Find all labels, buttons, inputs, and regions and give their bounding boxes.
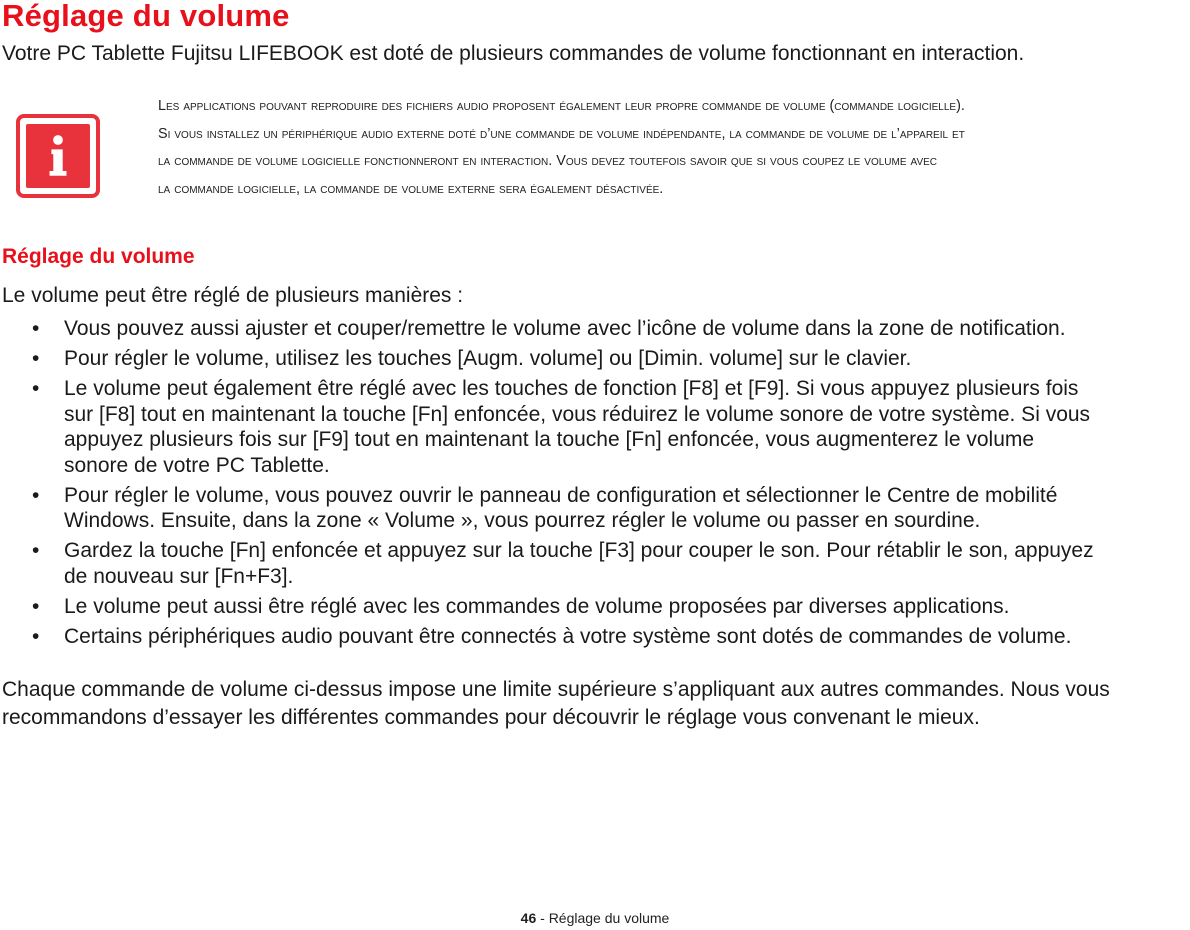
bullet-list	[0, 316, 1190, 654]
closing-line: Chaque commande de volume ci-dessus impose une limite supérieure s’appliquant aux autres commandes. Nous vous	[2, 678, 1110, 701]
info-icon	[16, 114, 100, 198]
bullet-line: appuyez plusieurs fois sur [F9] tout en maintenant la touche [Fn] enfoncée, vous augmenterez le volume	[64, 428, 1035, 451]
bullet-item	[0, 594, 1190, 620]
closing-line: recommandons d’essayer les différentes commandes pour découvrir le réglage vous convenant le mieux.	[2, 706, 980, 729]
bullet-icon: •	[32, 594, 40, 618]
note-text	[158, 93, 1182, 203]
section-heading: Réglage du volume	[2, 245, 195, 268]
bullet-line: sur [F8] tout en maintenant la touche [Fn] enfoncée, vous réduirez le volume sonore de votre système. Si vous	[64, 402, 1091, 426]
note-line: la commande logicielle, la commande de volume externe sera également désactivée.	[158, 180, 664, 197]
bullet-icon: •	[32, 317, 40, 340]
bullet-line: Vous pouvez aussi ajuster et couper/remettre le volume avec l’icône de volume dans la zone de notification.	[64, 317, 1066, 340]
bullet-line: Pour régler le volume, utilisez les touches [Augm. volume] ou [Dimin. volume] sur le clavier.	[64, 347, 912, 370]
footer-section-title: Réglage du volume	[548, 910, 670, 926]
footer-separator: -	[536, 910, 549, 926]
bullet-item	[0, 346, 1190, 372]
bullet-line: Gardez la touche [Fn] enfoncée et appuyez sur la touche [F3] pour couper le son. Pour rétablir le son, appuyez	[64, 539, 1094, 562]
bullet-item	[0, 376, 1190, 478]
closing-paragraph	[2, 676, 1110, 732]
note-line: la commande de volume logicielle fonctionneront en interaction. Vous devez toutefois savoir que si vous coupez le volume avec	[158, 153, 938, 169]
bullet-line: Certains périphériques audio pouvant être connectés à votre système sont dotés de commandes de volume.	[64, 624, 1072, 648]
bullet-line: Le volume peut aussi être réglé avec les commandes de volume proposées par diverses applications.	[64, 594, 1010, 618]
page-footer	[0, 909, 1190, 927]
lead-paragraph: Le volume peut être réglé de plusieurs manières :	[2, 284, 464, 307]
page-title: Réglage du volume	[2, 0, 290, 33]
bullet-item	[0, 624, 1190, 650]
bullet-line: Windows. Ensuite, dans la zone « Volume », vous pourrez régler le volume ou passer en sourdine.	[64, 509, 981, 532]
bullet-icon: •	[32, 377, 40, 400]
page-number: 46	[520, 910, 537, 926]
bullet-line: sonore de votre PC Tablette.	[64, 453, 330, 477]
note-line: Si vous installez un périphérique audio externe doté d’une commande de volume indépendante, la commande de volume de l’appareil et	[158, 125, 965, 142]
bullet-line: Pour régler le volume, vous pouvez ouvrir le panneau de configuration et sélectionner le Centre de mobilité	[64, 483, 1058, 507]
bullet-icon: •	[32, 539, 40, 562]
bullet-icon: •	[32, 624, 40, 648]
bullet-item	[0, 316, 1190, 342]
intro-paragraph: Votre PC Tablette Fujitsu LIFEBOOK est doté de plusieurs commandes de volume fonctionnant en interaction.	[2, 42, 1025, 65]
bullet-line: de nouveau sur [Fn+F3].	[64, 564, 294, 588]
bullet-item	[0, 483, 1190, 534]
bullet-line: Le volume peut également être réglé avec les touches de fonction [F8] et [F9]. Si vous appuyez plusieurs fois	[64, 377, 1079, 400]
note-line: Les applications pouvant reproduire des fichiers audio proposent également leur propre commande de volume (commande logicielle).	[158, 98, 965, 114]
bullet-icon: •	[32, 347, 40, 370]
bullet-icon: •	[32, 483, 40, 507]
bullet-item	[0, 538, 1190, 589]
